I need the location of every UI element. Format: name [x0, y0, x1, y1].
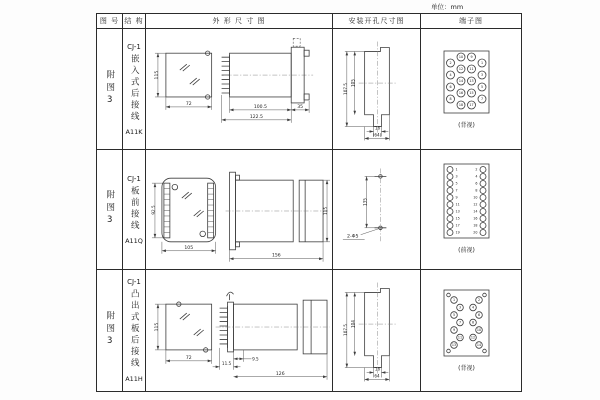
svg-text:6: 6 — [449, 84, 452, 89]
svg-text:12: 12 — [458, 66, 464, 71]
row2-structure-cell — [123, 150, 146, 270]
svg-text:4: 4 — [449, 72, 452, 77]
terminal-drawing-a11h — [421, 270, 521, 391]
dim-cutout-width: (64) — [372, 131, 382, 137]
row2-outline-cell — [146, 150, 333, 270]
header-outline-label: 外 形 尺 寸 图 — [212, 17, 266, 25]
dim-body-length: 100.5 — [253, 104, 267, 110]
dim-front-width: 72 — [185, 355, 192, 361]
svg-text:6: 6 — [475, 181, 478, 186]
dim-flange: 35 — [297, 104, 304, 110]
svg-text:17: 17 — [455, 223, 460, 228]
svg-text:4: 4 — [471, 305, 475, 310]
row1-model: CJ-1 — [127, 42, 141, 51]
svg-text:16: 16 — [458, 90, 464, 95]
svg-text:19: 19 — [455, 230, 460, 235]
row3-code: A11H — [125, 374, 143, 383]
row2-mounting-cell — [333, 150, 421, 270]
mounting-drawing-a11k — [333, 29, 420, 150]
row3-structure-text: 凸出式板后接线 — [129, 289, 140, 370]
dim-total-length: 126 — [275, 371, 285, 377]
svg-text:1: 1 — [452, 298, 456, 303]
svg-text:16: 16 — [473, 216, 478, 221]
svg-text:5: 5 — [480, 84, 484, 89]
dim-cutout-inner-h: 105 — [350, 78, 356, 87]
row1-terminal-cell — [421, 29, 521, 150]
view-label: (前视) — [458, 246, 475, 254]
row1-fig-no: 附图3 — [104, 69, 115, 109]
svg-text:7: 7 — [480, 96, 484, 101]
side-view — [213, 292, 330, 380]
unit-label: 单位：mm — [431, 3, 464, 11]
front-view — [151, 178, 216, 254]
panel-cutout — [365, 288, 390, 367]
dim-pin-depth: 11.5 — [221, 360, 232, 366]
dim-front-height: 115 — [154, 322, 160, 332]
front-view — [154, 51, 212, 110]
row3-terminal-cell — [421, 270, 521, 391]
svg-text:9: 9 — [452, 328, 456, 333]
svg-text:1: 1 — [480, 60, 484, 65]
row2-structure-text: 板前接线 — [129, 185, 140, 232]
row1-outline-cell — [146, 29, 333, 150]
dim-cutout-inner-h: 104 — [350, 320, 356, 329]
header-cell-outline — [146, 14, 333, 29]
svg-text:3: 3 — [458, 305, 462, 310]
dim-front-width: 72 — [185, 101, 192, 107]
row3-mounting-cell — [333, 270, 421, 391]
dim-step: 9.5 — [252, 356, 259, 362]
svg-text:13: 13 — [455, 209, 460, 214]
row2-fig-no-cell — [97, 150, 123, 270]
svg-text:5: 5 — [452, 313, 456, 318]
view-label: (背视) — [458, 121, 475, 129]
svg-text:14: 14 — [458, 78, 464, 83]
terminal-circles — [451, 297, 483, 349]
row3-model: CJ-1 — [127, 278, 141, 287]
row1-structure-cell — [123, 29, 146, 150]
svg-text:17: 17 — [469, 102, 474, 107]
dim-hole-distance: 135 — [362, 197, 368, 206]
header-cell-mounting — [333, 14, 421, 29]
dim-cutout-outer-h: 107.5 — [342, 82, 348, 95]
svg-text:4: 4 — [475, 174, 478, 179]
dim-side-height: 115 — [323, 206, 329, 215]
outline-drawing-a11h — [146, 270, 332, 391]
svg-text:8: 8 — [475, 188, 478, 193]
svg-text:2: 2 — [477, 298, 481, 303]
dim-slot-width: 16 — [374, 366, 381, 372]
svg-text:14: 14 — [473, 209, 478, 214]
svg-text:18: 18 — [473, 223, 478, 228]
front-view — [154, 302, 212, 364]
dim-front-width: 105 — [184, 245, 194, 251]
terminal-box — [444, 164, 489, 238]
svg-text:10: 10 — [476, 328, 482, 333]
dim-cutout-outer-h: 107.5 — [342, 324, 348, 336]
svg-text:15: 15 — [455, 216, 460, 221]
panel-cutout — [365, 47, 390, 126]
svg-text:11: 11 — [457, 335, 463, 340]
cover-glass-icon — [180, 313, 204, 336]
hook — [227, 292, 234, 300]
svg-text:13: 13 — [469, 78, 474, 83]
svg-text:15: 15 — [469, 90, 474, 95]
side-view — [226, 172, 330, 262]
header-cell-structure — [123, 14, 146, 29]
svg-text:10: 10 — [458, 54, 464, 59]
header-cell-terminal — [421, 14, 521, 29]
svg-text:11: 11 — [455, 202, 460, 207]
svg-text:2: 2 — [449, 60, 452, 65]
svg-text:1: 1 — [455, 167, 458, 172]
row3-fig-no: 附图3 — [104, 311, 115, 350]
svg-text:8: 8 — [471, 320, 475, 325]
terminal-drawing-a11k — [421, 29, 521, 150]
dim-front-height: 115 — [154, 70, 160, 79]
terminal-numbers-left — [456, 167, 460, 234]
dim-side-length: 156 — [271, 253, 281, 259]
row3-outline-cell — [146, 270, 333, 391]
terminal-circles — [447, 166, 486, 235]
row3-structure-cell — [123, 270, 146, 391]
svg-text:6: 6 — [477, 313, 481, 318]
terminal-numbers-right — [473, 167, 477, 234]
hole-spec-label: 2-Φ5 — [347, 234, 359, 240]
row2-model: CJ-1 — [127, 174, 141, 183]
mounting-drawing-a11h — [333, 270, 420, 391]
row2-terminal-cell — [421, 150, 521, 270]
header-fig-no-label: 图 号 — [99, 17, 120, 25]
dim-total-length: 122.5 — [249, 114, 263, 120]
cover-glass-icon — [180, 64, 200, 85]
outline-drawing-a11k — [146, 29, 332, 150]
svg-text:13: 13 — [451, 343, 457, 348]
svg-text:3: 3 — [480, 72, 484, 77]
row2-fig-no: 附图3 — [104, 190, 115, 229]
dim-slot-width: 16 — [374, 125, 381, 131]
row2-code: A11Q — [125, 236, 143, 245]
mounting-drawing-a11q — [333, 150, 420, 270]
row1-mounting-cell — [333, 29, 421, 150]
side-view — [222, 38, 314, 123]
spec-sheet-table — [96, 13, 522, 392]
clamp-phantom — [293, 38, 300, 46]
svg-text:2: 2 — [475, 167, 478, 172]
svg-text:3: 3 — [455, 174, 458, 179]
terminal-drawing-a11q — [421, 150, 521, 270]
svg-text:9: 9 — [470, 54, 473, 59]
dim-front-height: 92.5 — [150, 204, 156, 215]
view-label: (背视) — [458, 365, 475, 372]
row1-structure-text: 嵌入式后接线 — [129, 53, 140, 123]
svg-text:18: 18 — [458, 102, 464, 107]
svg-text:8: 8 — [449, 96, 452, 101]
svg-text:7: 7 — [458, 320, 462, 325]
row3-fig-no-cell — [97, 270, 123, 391]
header-mounting-label: 安装开孔尺寸图 — [348, 17, 405, 25]
cover-glass-icon — [182, 192, 204, 217]
svg-text:7: 7 — [455, 188, 458, 193]
header-structure-label: 结 构 — [124, 17, 144, 25]
svg-text:12: 12 — [473, 202, 478, 207]
svg-text:10: 10 — [473, 195, 478, 200]
svg-text:11: 11 — [469, 66, 474, 71]
svg-text:14: 14 — [476, 343, 482, 348]
header-terminal-label: 端子图 — [459, 17, 483, 25]
outline-drawing-a11q — [146, 150, 332, 270]
dim-cutout-width: 64 — [374, 373, 380, 379]
svg-text:12: 12 — [470, 335, 476, 340]
svg-text:9: 9 — [455, 195, 458, 200]
header-cell-fig-no — [97, 14, 123, 29]
svg-text:20: 20 — [473, 230, 478, 235]
row1-code: A11K — [125, 127, 143, 136]
svg-text:5: 5 — [455, 181, 458, 186]
row1-fig-no-cell — [97, 29, 123, 150]
